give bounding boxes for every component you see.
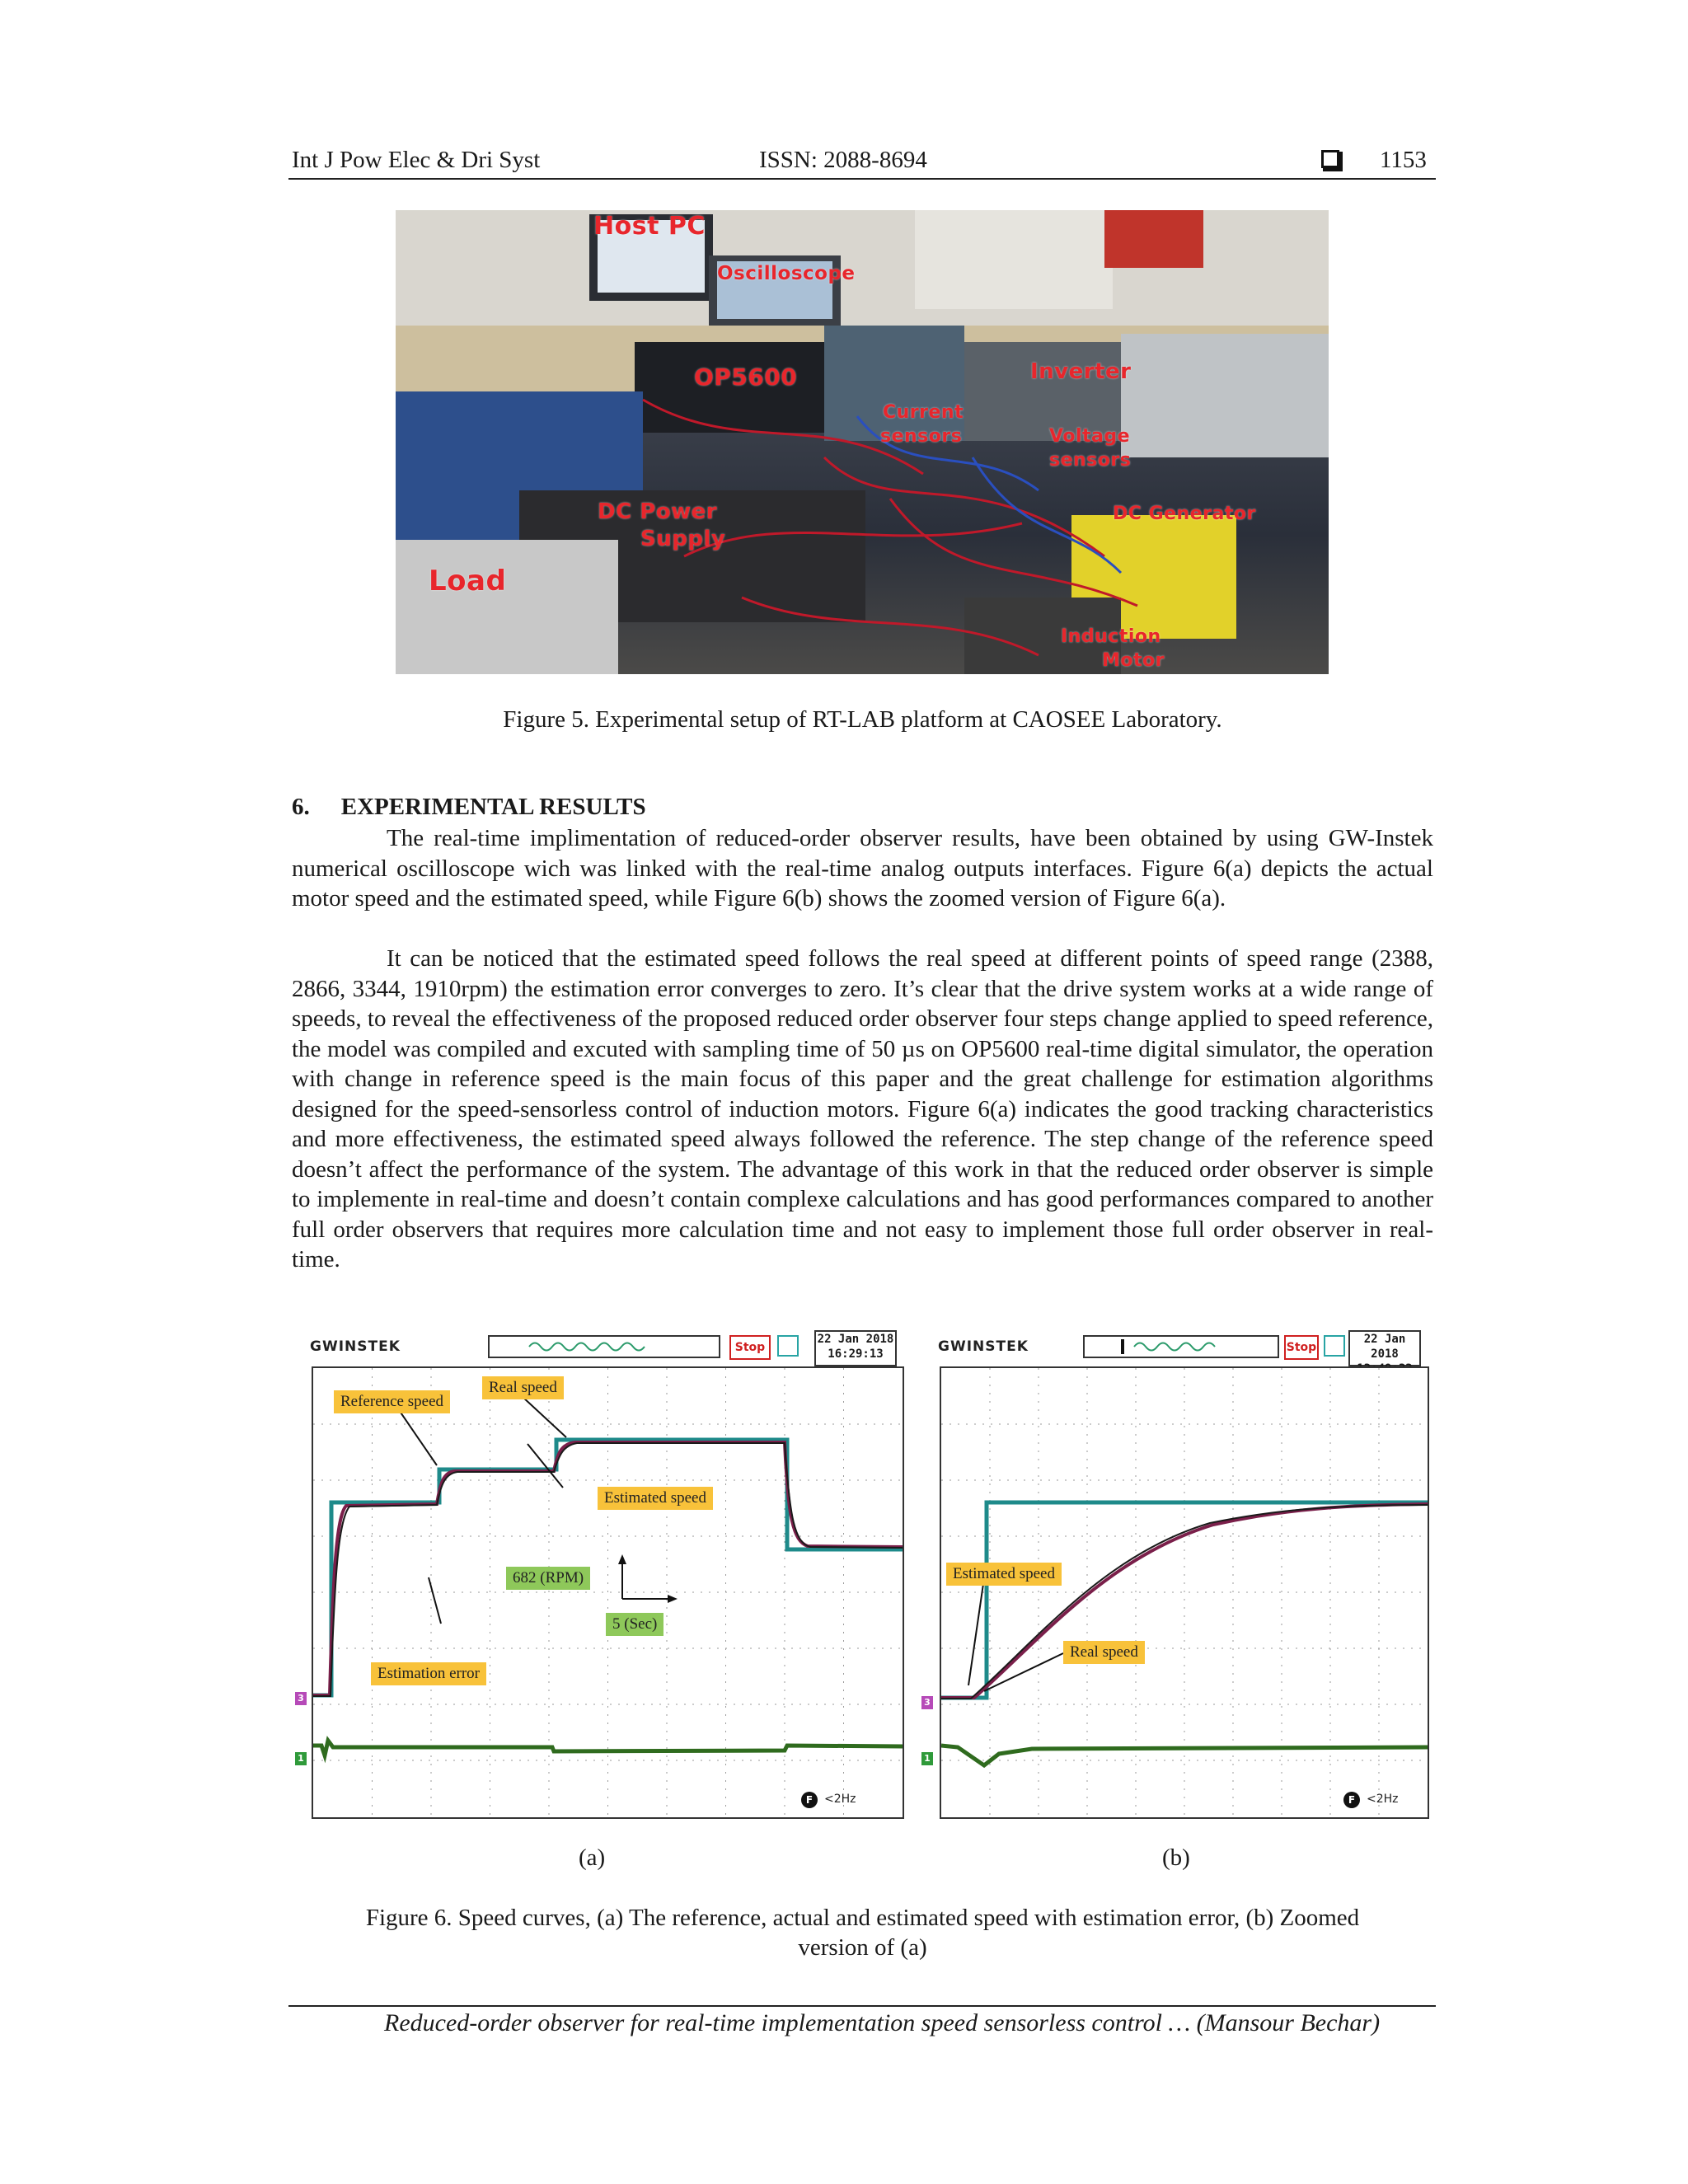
footer-rule <box>288 2005 1436 2007</box>
trigger-icon <box>1324 1335 1345 1357</box>
label-voltage-sensors-2: sensors <box>1049 450 1132 471</box>
running-header-issn: ISSN: 2088-8694 <box>759 147 927 173</box>
running-header-journal: Int J Pow Elec & Dri Syst <box>292 147 541 173</box>
annotation-real-speed-a: Real speed <box>482 1376 564 1399</box>
annotation-rpm-scale: 682 (RPM) <box>506 1567 590 1590</box>
section-number: 6. <box>292 794 310 820</box>
plot-area-a <box>312 1366 904 1819</box>
label-induction-1: Induction <box>1061 626 1161 647</box>
label-voltage-sensors-1: Voltage <box>1049 426 1131 447</box>
label-op5600: OP5600 <box>694 363 798 391</box>
label-load: Load <box>429 565 507 598</box>
gwinstek-logo: GWINSTEK <box>310 1338 401 1355</box>
waveform-overview-bar <box>1083 1335 1279 1358</box>
annotation-estimation-error-a: Estimation error <box>371 1662 486 1685</box>
frequency-readout-b: <2Hz <box>1367 1793 1399 1806</box>
label-inverter: Inverter <box>1030 359 1132 384</box>
channel-3-marker: 3 <box>295 1692 307 1705</box>
figure-6-caption-line-1: Figure 6. Speed curves, (a) The reference, actual and estimated speed with estimation error, (b) Zoomed <box>365 1905 1360 1931</box>
figure-6-caption-line-2: version of (a) <box>798 1934 927 1961</box>
figure-5-photo <box>396 210 1329 674</box>
running-footer: Reduced-order observer for real-time implementation speed sensorless control … (Mansour Bechar) <box>384 2009 1381 2036</box>
label-induction-2: Motor <box>1102 650 1165 671</box>
section-title: EXPERIMENTAL RESULTS <box>340 794 646 820</box>
f-icon: F <box>1343 1792 1360 1808</box>
channel-1-marker: 1 <box>921 1752 933 1765</box>
header-rule <box>288 178 1436 180</box>
waveform-overview-bar <box>488 1335 720 1358</box>
label-current-sensors-1: Current <box>883 402 964 423</box>
section-heading <box>292 794 646 821</box>
date-time-box: 22 Jan 2018 <box>1348 1330 1421 1366</box>
annotation-real-speed-b: Real speed <box>1063 1641 1145 1664</box>
label-host-pc: Host PC <box>593 212 706 241</box>
date-time-box: 22 Jan 2018 16:29:13 <box>814 1330 897 1366</box>
plot-area-b <box>940 1366 1429 1819</box>
subfigure-label-b: (b) <box>1162 1844 1190 1871</box>
waveforms-b <box>941 1368 1428 1817</box>
annotation-time-scale: 5 (Sec) <box>606 1613 663 1636</box>
page-number: 1153 <box>1380 147 1427 173</box>
lab-setup-illustration <box>396 210 1329 674</box>
frequency-readout-a: <2Hz <box>824 1793 856 1806</box>
label-dc-power-2: Supply <box>640 527 726 551</box>
stop-indicator: Stop <box>729 1335 771 1360</box>
f-icon: F <box>801 1792 818 1808</box>
channel-1-marker: 1 <box>295 1752 307 1765</box>
stop-indicator: Stop <box>1284 1335 1319 1360</box>
gwinstek-logo: GWINSTEK <box>938 1338 1029 1355</box>
annotation-estimated-speed-a: Estimated speed <box>598 1487 713 1510</box>
label-dc-generator: DC Generator <box>1113 504 1256 524</box>
figure-5-caption: Figure 5. Experimental setup of RT-LAB platform at CAOSEE Laboratory. <box>503 706 1222 733</box>
label-current-sensors-2: sensors <box>880 426 963 447</box>
subfigure-label-a: (a) <box>579 1844 606 1871</box>
label-dc-power-1: DC Power <box>598 499 718 524</box>
scope-panel-a <box>298 1325 903 1816</box>
scope-panel-b <box>924 1325 1428 1816</box>
annotation-reference-speed-a: Reference speed <box>334 1390 450 1413</box>
annotation-estimated-speed-b: Estimated speed <box>946 1563 1062 1586</box>
paragraph-1: The real-time implimentation of reduced-order observer results, have been obtained by using GW-Instek numerical oscilloscope wich was linked with the real-time analog outputs interfaces. Figure 6(a) depicts the actual motor speed and the estimated speed, while Figure 6(b) shows the zoomed version of Figure 6(a). <box>292 825 1433 912</box>
paragraph-2: It can be noticed that the estimated speed follows the real speed at different points of speed range (2388, 2866, 3344, 1910rpm) the estimation error converges to zero. It’s clear that the drive system works at a wide range of speeds, to reveal the effectiveness of the proposed reduced order observer four steps change applied to speed reference, the model was compiled and excuted with sampling time of 50 µs on OP5600 real-time digital simulator, the operation with change in reference speed is the main focus of this paper and the great challenge for estimation algorithms designed for the speed-sensorless control of induction motors. Figure 6(a) indicates the good tracking characteristics and more effectiveness, the estimated speed always followed the reference. The step change of the reference speed doesn’t affect the performance of the system. The advantage of this work in that the reduced order observer is simple to implemente in real-time and doesn’t contain complexe calculations and has good performances compared to another full order observers that requires more calculation time and not easy to implement those full order observer in real-time. <box>292 945 1433 1272</box>
label-oscilloscope: Oscilloscope <box>717 263 856 284</box>
channel-3-marker: 3 <box>921 1696 933 1709</box>
waveforms-a <box>313 1368 903 1817</box>
square-bullet-icon <box>1321 150 1339 168</box>
trigger-icon <box>777 1335 799 1357</box>
